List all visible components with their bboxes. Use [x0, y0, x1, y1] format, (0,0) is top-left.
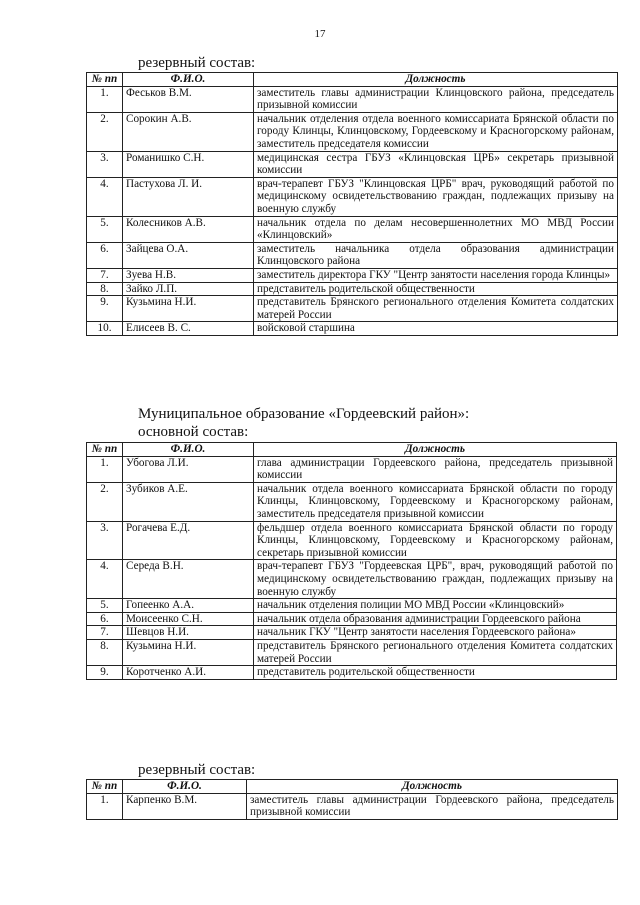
row-number: 1.	[87, 456, 123, 482]
table-row	[87, 268, 618, 282]
table-row	[87, 666, 617, 680]
row-name: Романишко С.Н.	[123, 151, 254, 177]
row-number: 8.	[87, 282, 123, 296]
table-header-row	[87, 780, 618, 794]
row-number: 7.	[87, 268, 123, 282]
row-name: Колесников А.В.	[123, 216, 254, 242]
row-position: начальник отдела образования администрации Гордеевского района	[254, 612, 617, 626]
table-row	[87, 521, 617, 560]
row-name: Коротченко А.И.	[123, 666, 254, 680]
row-number: 6.	[87, 242, 123, 268]
row-number: 9.	[87, 296, 123, 322]
row-name: Феськов В.М.	[123, 86, 254, 112]
row-position: заместитель главы администрации Клинцовского района, председатель призывной комиссии	[254, 86, 618, 112]
table-row	[87, 793, 618, 819]
row-name: Рогачева Е.Д.	[123, 521, 254, 560]
row-position: врач-терапевт ГБУЗ "Гордеевская ЦРБ", врач, руководящий работой по медицинскому освидетельствованию граждан, подлежащих призыву на военную службу	[254, 560, 617, 599]
row-number: 8.	[87, 639, 123, 665]
row-number: 3.	[87, 151, 123, 177]
table-header-row	[87, 443, 617, 457]
row-number: 10.	[87, 322, 123, 336]
row-name: Убогова Л.И.	[123, 456, 254, 482]
row-position: медицинская сестра ГБУЗ «Клинцовская ЦРБ» секретарь призывной комиссии	[254, 151, 618, 177]
row-position: начальник отдела по делам несовершеннолетних МО МВД России «Клинцовский»	[254, 216, 618, 242]
row-number: 1.	[87, 86, 123, 112]
table-row	[87, 282, 618, 296]
table-row	[87, 626, 617, 640]
row-name: Зубиков А.Е.	[123, 482, 254, 521]
row-position: начальник ГКУ "Центр занятости населения Гордеевского района»	[254, 626, 617, 640]
row-position: заместитель директора ГКУ "Центр занятости населения города Клинцы»	[254, 268, 618, 282]
col-header-position: Должность	[247, 780, 618, 794]
col-header-position: Должность	[254, 443, 617, 457]
col-header-name: Ф.И.О.	[123, 73, 254, 87]
row-number: 2.	[87, 112, 123, 151]
table-row	[87, 612, 617, 626]
row-position: начальник отделения отдела военного комиссариата Брянской области по городу Клинцы, Клинцовскому, Гордеевскому и Красногорскому районам, заместитель председателя комиссии	[254, 112, 618, 151]
col-header-position: Должность	[254, 73, 618, 87]
row-name: Сорокин А.В.	[123, 112, 254, 151]
main-composition-table-gordeevsky	[86, 442, 617, 680]
row-position: фельдшер отдела военного комиссариата Брянской области по городу Клинцы, Клинцовскому, Гордеевскому и Красногорскому районам, секретарь призывной комиссии	[254, 521, 617, 560]
row-position: заместитель начальника отдела образования администрации Клинцовского района	[254, 242, 618, 268]
col-header-name: Ф.И.О.	[123, 780, 247, 794]
row-name: Середа В.Н.	[123, 560, 254, 599]
row-number: 4.	[87, 177, 123, 216]
row-name: Кузьмина Н.И.	[123, 639, 254, 665]
row-number: 9.	[87, 666, 123, 680]
row-name: Зуева Н.В.	[123, 268, 254, 282]
row-position: войсковой старшина	[254, 322, 618, 336]
row-number: 2.	[87, 482, 123, 521]
row-name: Моисеенко С.Н.	[123, 612, 254, 626]
reserve-composition-table-gordeevsky	[86, 779, 618, 820]
row-number: 3.	[87, 521, 123, 560]
row-position: врач-терапевт ГБУЗ "Клинцовская ЦРБ" врач, руководящий работой по медицинскому освидетельствованию граждан, подлежащих призыву на военную службу	[254, 177, 618, 216]
table-header-row	[87, 73, 618, 87]
row-number: 1.	[87, 793, 123, 819]
table-row	[87, 482, 617, 521]
table-row	[87, 599, 617, 613]
section-gordeevsky-title: Муниципальное образование «Гордеевский район»:	[138, 406, 470, 422]
table-row	[87, 177, 618, 216]
row-position: представитель родительской общественности	[254, 666, 617, 680]
table-row	[87, 560, 617, 599]
col-header-number: № пп	[87, 73, 123, 87]
row-name: Гопеенко А.А.	[123, 599, 254, 613]
row-position: начальник отделения полиции МО МВД России «Клинцовский»	[254, 599, 617, 613]
col-header-number: № пп	[87, 443, 123, 457]
row-name: Зайцева О.А.	[123, 242, 254, 268]
table-row	[87, 151, 618, 177]
table-row	[87, 296, 618, 322]
table-row	[87, 242, 618, 268]
row-name: Пастухова Л. И.	[123, 177, 254, 216]
section-main-subtitle: основной состав:	[138, 424, 249, 440]
row-name: Шевцов Н.И.	[123, 626, 254, 640]
table-row	[87, 216, 618, 242]
row-name: Кузьмина Н.И.	[123, 296, 254, 322]
row-position: представитель Брянского регионального отделения Комитета солдатских матерей России	[254, 296, 618, 322]
row-position: представитель Брянского регионального отделения Комитета солдатских матерей России	[254, 639, 617, 665]
table-row	[87, 322, 618, 336]
row-name: Карпенко В.М.	[123, 793, 247, 819]
table-row	[87, 456, 617, 482]
row-number: 5.	[87, 216, 123, 242]
row-name: Елисеев В. С.	[123, 322, 254, 336]
row-position: заместитель главы администрации Гордеевского района, председатель призывной комиссии	[247, 793, 618, 819]
row-position: начальник отдела военного комиссариата Брянской области по городу Клинцы, Клинцовскому, Гордеевскому и Красногорскому районам, заместитель председателя призывной комиссии	[254, 482, 617, 521]
col-header-number: № пп	[87, 780, 123, 794]
reserve-composition-table-klintsy	[86, 72, 618, 336]
row-position: представитель родительской общественности	[254, 282, 618, 296]
row-position: глава администрации Гордеевского района, председатель призывной комиссии	[254, 456, 617, 482]
row-number: 4.	[87, 560, 123, 599]
table-row	[87, 639, 617, 665]
table-row	[87, 112, 618, 151]
row-number: 5.	[87, 599, 123, 613]
row-number: 7.	[87, 626, 123, 640]
section-reserve-title-2: резервный состав:	[138, 762, 256, 778]
row-name: Зайко Л.П.	[123, 282, 254, 296]
row-number: 6.	[87, 612, 123, 626]
table-row	[87, 86, 618, 112]
col-header-name: Ф.И.О.	[123, 443, 254, 457]
section-reserve-title: резервный состав:	[138, 55, 256, 71]
page-number: 17	[314, 28, 326, 40]
